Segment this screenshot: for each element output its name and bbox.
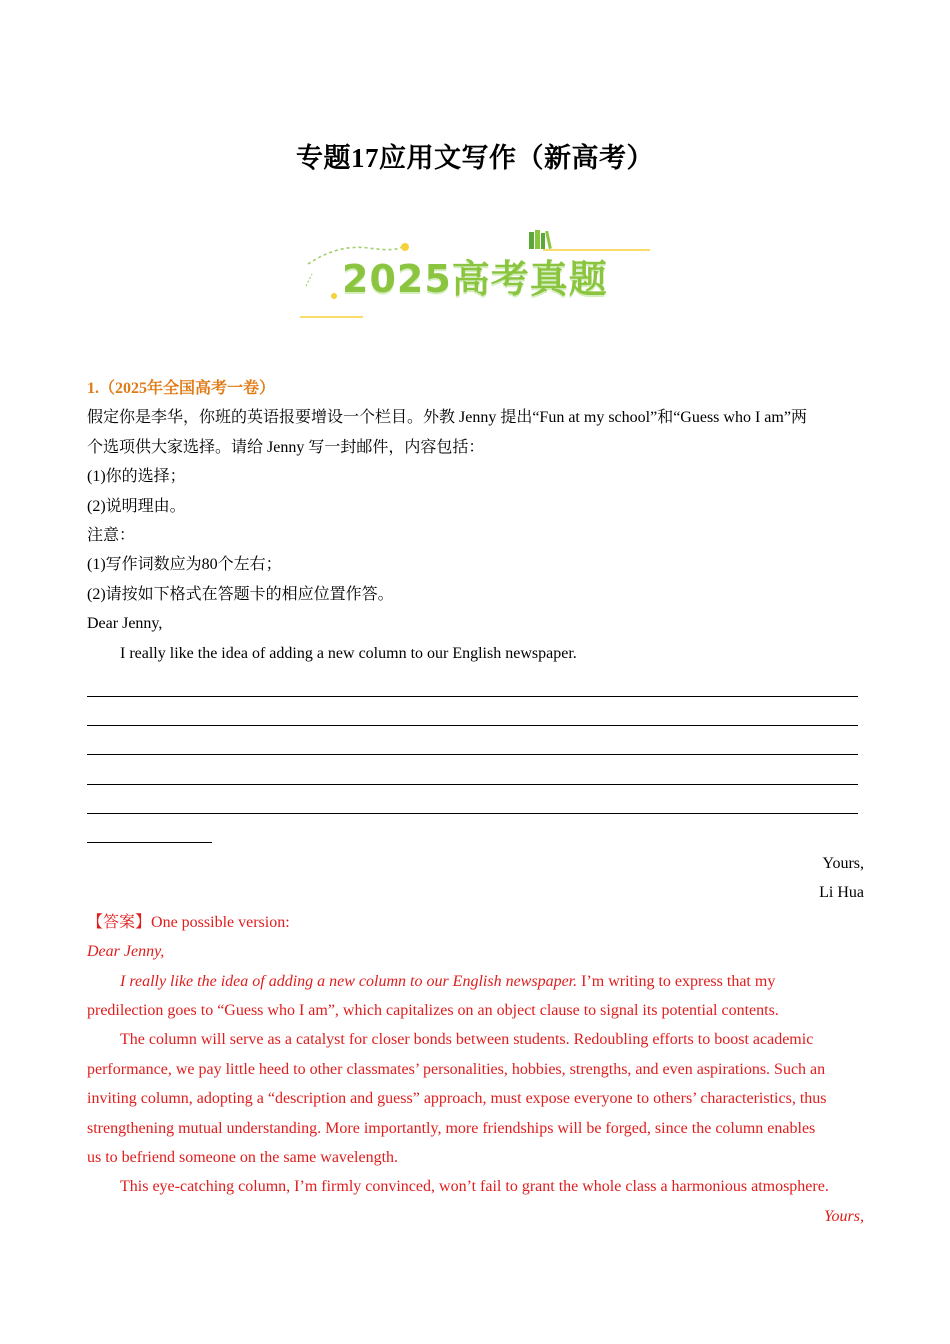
prompt-item: (1)你的选择； xyxy=(87,468,186,486)
section-banner xyxy=(298,226,658,322)
answer-blank-line xyxy=(87,755,858,784)
answer-header xyxy=(87,908,864,937)
answer-paragraph-line xyxy=(87,967,864,996)
answer-paragraph-line: us to befriend someone on the same wavelength. xyxy=(87,1148,399,1166)
answer-text: I’m writing to express that my xyxy=(577,972,776,990)
answer-blank-line xyxy=(87,814,212,843)
letter-closing: Yours, xyxy=(822,855,864,873)
banner-title: 2025高考真题 xyxy=(342,257,608,301)
prompt-item: (2)说明理由。 xyxy=(87,497,186,515)
answer-paragraph-line: The column will serve as a catalyst for closer bonds between students. Redoubling efforts to boost academic xyxy=(120,1031,814,1049)
note-label: 注意： xyxy=(87,526,136,544)
answer-greeting: Dear Jenny, xyxy=(87,943,165,961)
note-item: (2)请按如下格式在答题卡的相应位置作答。 xyxy=(87,585,394,603)
answer-blank-line xyxy=(87,668,858,697)
note-item: (1)写作词数应为80个左右； xyxy=(87,556,282,574)
answer-blank-line xyxy=(87,785,858,814)
answer-label-tail: One possible version: xyxy=(151,913,290,931)
answer-paragraph-line: predilection goes to “Guess who I am”, which capitalizes on an object clause to signal its potential contents. xyxy=(87,1001,779,1019)
answer-opening: I really like the idea of adding a new column to our English newspaper. xyxy=(120,972,578,990)
answer-label: 【答案】 xyxy=(87,913,152,931)
question-section xyxy=(87,374,864,1231)
question-header: 1.（2025年全国高考一卷） xyxy=(87,380,276,397)
answer-paragraph-line: inviting column, adopting a “description and guess” approach, must expose everyone to others’ characteristics, thus xyxy=(87,1090,827,1108)
answer-blank-line xyxy=(87,697,858,726)
page-title: 专题17应用文写作（新高考） xyxy=(296,143,654,173)
letter-opening: I really like the idea of adding a new column to our English newspaper. xyxy=(120,644,577,662)
letter-signature: Li Hua xyxy=(819,884,864,902)
books-icon xyxy=(529,230,552,249)
prompt-line: 假定你是李华，你班的英语报要增设一个栏目。外教 Jenny 提出“Fun at my school”和“Guess who I am”两 xyxy=(87,409,807,427)
answer-paragraph-line: This eye-catching column, I’m firmly convinced, won’t fail to grant the whole class a harmonious atmosphere. xyxy=(120,1178,829,1196)
letter-greeting: Dear Jenny, xyxy=(87,615,163,633)
answer-paragraph-line: strengthening mutual understanding. More importantly, more friendships will be forged, since the column enables xyxy=(87,1119,816,1137)
prompt-line: 个选项供大家选择。请给 Jenny 写一封邮件，内容包括： xyxy=(87,438,485,456)
answer-closing: Yours, xyxy=(824,1207,864,1225)
answer-blank-line xyxy=(87,726,858,755)
answer-paragraph-line: performance, we pay little heed to other classmates’ personalities, hobbies, strengths, and even aspirations. Such an xyxy=(87,1060,826,1078)
